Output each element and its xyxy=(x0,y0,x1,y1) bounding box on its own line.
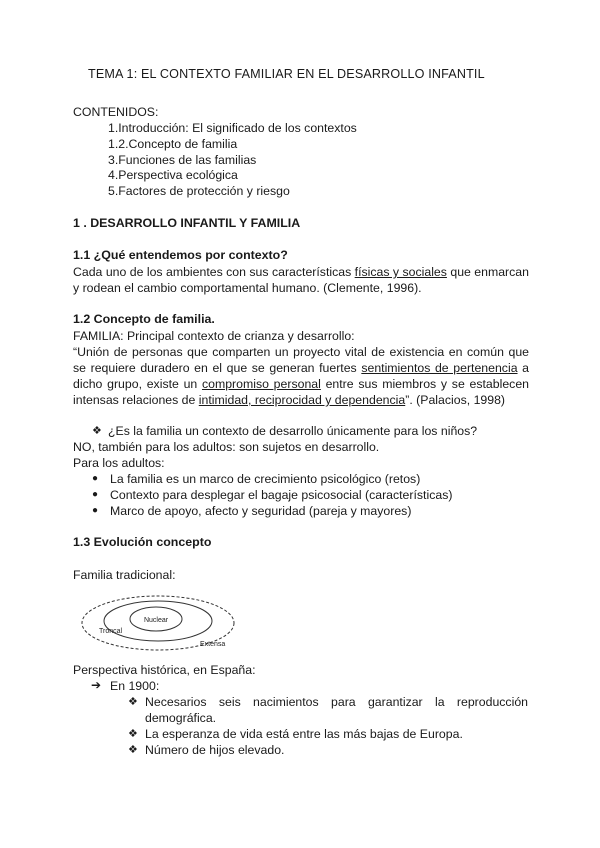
list-item: Contexto para desplegar el bagaje psicosocial (características) xyxy=(110,488,453,502)
diamond-bullet-icon: ❖ xyxy=(128,696,138,708)
troncal-label: Troncal xyxy=(99,628,123,635)
answer-text: NO, también para los adultos: son sujetos en desarrollo. xyxy=(73,440,380,454)
contents-label: CONTENIDOS: xyxy=(73,105,159,119)
contents-item: 5.Factores de protección y riesgo xyxy=(108,184,290,198)
perspective-label: Perspectiva histórica, en España: xyxy=(73,663,256,677)
page-title: TEMA 1: EL CONTEXTO FAMILIAR EN EL DESARROLLO INFANTIL xyxy=(88,67,485,81)
section-heading: 1 . DESARROLLO INFANTIL Y FAMILIA xyxy=(73,216,301,230)
family-diagram xyxy=(80,593,240,653)
list-item: Marco de apoyo, afecto y seguridad (pareja y mayores) xyxy=(110,504,412,518)
question-text: ¿Es la familia un contexto de desarrollo únicamente para los niños? xyxy=(108,424,478,438)
contents-item: 1.Introducción: El significado de los contextos xyxy=(108,121,357,135)
quote-paragraph: “Unión de personas que comparten un proyecto vital de existencia en común que se requiere duradero en el que se generan fuertes sentimientos de pertenencia a dicho grupo, existe un compromiso personal entre sus miembros y se establecen intensas relaciones de intimidad, reciprocidad y dependencia”. (Palacios, 1998) xyxy=(73,345,529,407)
sub-list-item: Número de hijos elevado. xyxy=(145,743,285,757)
subsection-heading: 1.3 Evolución concepto xyxy=(73,535,212,549)
subsection-heading: 1.1 ¿Qué entendemos por contexto? xyxy=(73,248,288,262)
arrow-bullet-icon: ➔ xyxy=(91,678,102,692)
year-label: En 1900: xyxy=(110,679,160,693)
sub-list-item: Necesarios seis nacimientos para garantizar la reproducción demográfica. xyxy=(145,695,528,725)
bullet-dot-icon: ● xyxy=(92,473,99,484)
contents-item: 3.Funciones de las familias xyxy=(108,153,257,167)
contents-item: 4.Perspectiva ecológica xyxy=(108,168,238,182)
subsection-heading: 1.2 Concepto de familia. xyxy=(73,312,215,326)
family-line: FAMILIA: Principal contexto de crianza y desarrollo: xyxy=(73,329,355,343)
definition-paragraph: Cada uno de los ambientes con sus características físicas y sociales que enmarcan y rodean el cambio comportamental humano. (Clemente, 1996). xyxy=(73,265,529,295)
diamond-bullet-icon: ❖ xyxy=(92,425,102,437)
diamond-bullet-icon: ❖ xyxy=(128,728,138,740)
bullet-dot-icon: ● xyxy=(92,489,99,500)
traditional-family-label: Familia tradicional: xyxy=(73,568,176,582)
sub-list-item: La esperanza de vida está entre las más bajas de Europa. xyxy=(145,727,463,741)
diamond-bullet-icon: ❖ xyxy=(128,744,138,756)
adults-label: Para los adultos: xyxy=(73,456,165,470)
nuclear-label: Nuclear xyxy=(143,617,169,624)
bullet-dot-icon: ● xyxy=(92,505,99,516)
contents-item: 1.2.Concepto de familia xyxy=(108,137,238,151)
list-item: La familia es un marco de crecimiento psicológico (retos) xyxy=(110,472,421,486)
extensa-label: Extensa xyxy=(200,641,226,648)
